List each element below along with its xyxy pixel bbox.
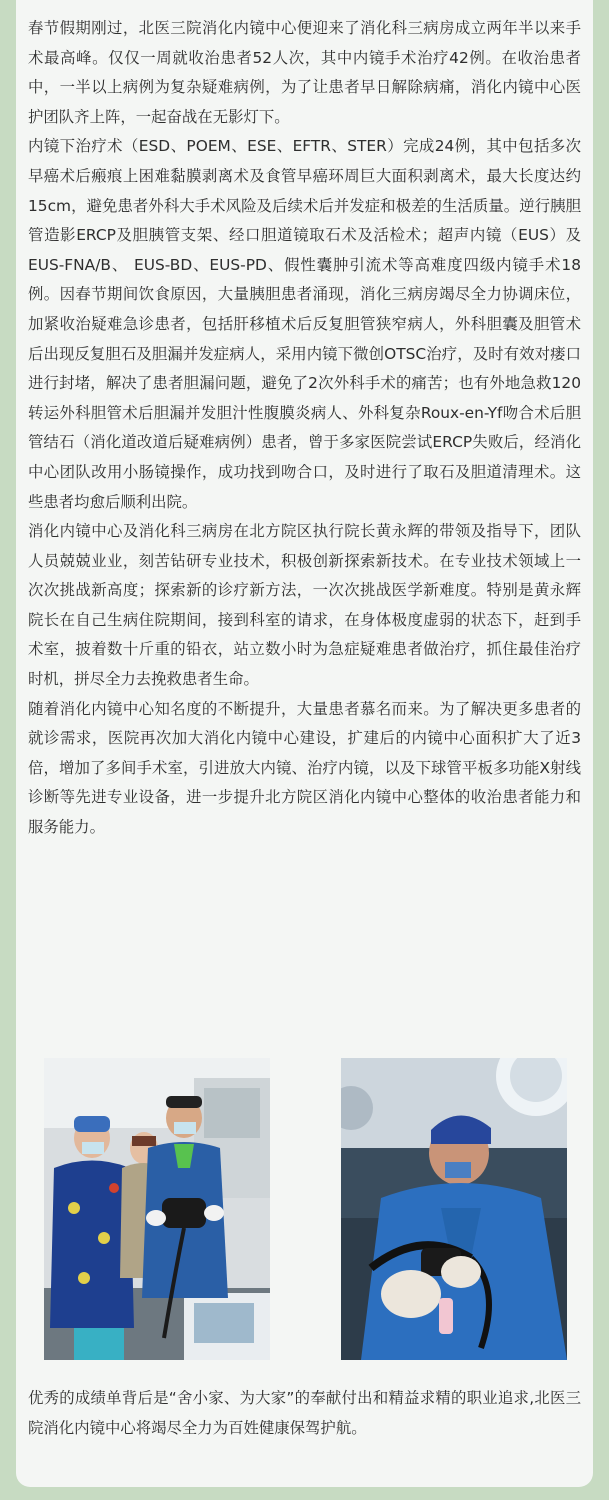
paragraph-3: 消化内镜中心及消化科三病房在北方院区执行院长黄永辉的带领及指导下，团队人员兢兢业业，刻苦钻研专业技术，积极创新探索新技术。在专业技术领域上一次次挑战新高度；探索新的诊疗新方法，一次次挑战医学新难度。特别是黄永辉院长在自己生病住院期间，接到科室的请求，在身体极度虚弱的状态下，赶到手术室，披着数十斤重的铅衣，站立数小时为急症疑难患者做治疗，抓住最佳治疗时机，拼尽全力去挽救患者生命。 (28, 522, 581, 689)
surgery-team-photo (44, 1058, 270, 1360)
endoscope-operation-photo (341, 1058, 567, 1360)
paragraph-1: 春节假期刚过，北医三院消化内镜中心便迎来了消化科三病房成立两年半以来手术最高峰。仅仅一周就收治患者52人次，其中内镜手术治疗42例。在收治患者中，一半以上病例为复杂疑难病例，为了让患者早日解除病痛，消化内镜中心医护团队齐上阵，一起奋战在无影灯下。 (28, 19, 581, 126)
article-card (16, 0, 593, 1487)
paragraph-4: 随着消化内镜中心知名度的不断提升，大量患者慕名而来。为了解决更多患者的就诊需求，医院再次加大消化内镜中心建设，扩建后的内镜中心面积扩大了近3倍，增加了多间手术室，引进放大内镜、治疗内镜，以及下球管平板多功能X射线诊断等先进专业设备，进一步提升北方院区消化内镜中心整体的收治患者能力和服务能力。 (28, 699, 581, 837)
closing-section (28, 1384, 581, 1443)
article-body (28, 14, 581, 843)
paragraph-2: 内镜下治疗术（ESD、POEM、ESE、EFTR、STER）完成24例，其中包括多次早癌术后瘢痕上困难黏膜剥离术及食管早癌环周巨大面积剥离术，最大长度达约15cm，避免患者外科大手术风险及后续术后并发症和极差的生活质量。逆行胰胆管造影ERCP及胆胰管支架、经口胆道镜取石术及活检术；超声内镜（EUS）及EUS-FNA/B、 EUS-BD、EUS-PD、假性囊肿引流术等高难度四级内镜手术18例。因春节期间饮食原因，大量胰胆患者涌现，消化三病房竭尽全力协调床位，加紧收治疑难急诊患者，包括肝移植术后反复胆管狭窄病人，外科胆囊及胆管术后出现反复胆石及胆漏并发症病人，采用内镜下微创OTSC治疗，及时有效对瘘口进行封堵，解决了患者胆漏问题，避免了2次外科手术的痛苦；也有外地急救120转运外科胆管术后胆漏并发胆汁性腹膜炎病人、外科复杂Roux-en-Yf吻合术后胆管结石（消化道改道后疑难病例）患者，曾于多家医院尝试ERCP失败后，经消化中心团队改用小肠镜操作，成功找到吻合口，及时进行了取石及胆道清理术。这些患者均愈后顺利出院。 (28, 137, 581, 511)
closing-paragraph: 优秀的成绩单背后是“舍小家、为大家”的奉献付出和精益求精的职业追求,北医三院消化内镜中心将竭尽全力为百姓健康保驾护航。 (28, 1389, 581, 1437)
